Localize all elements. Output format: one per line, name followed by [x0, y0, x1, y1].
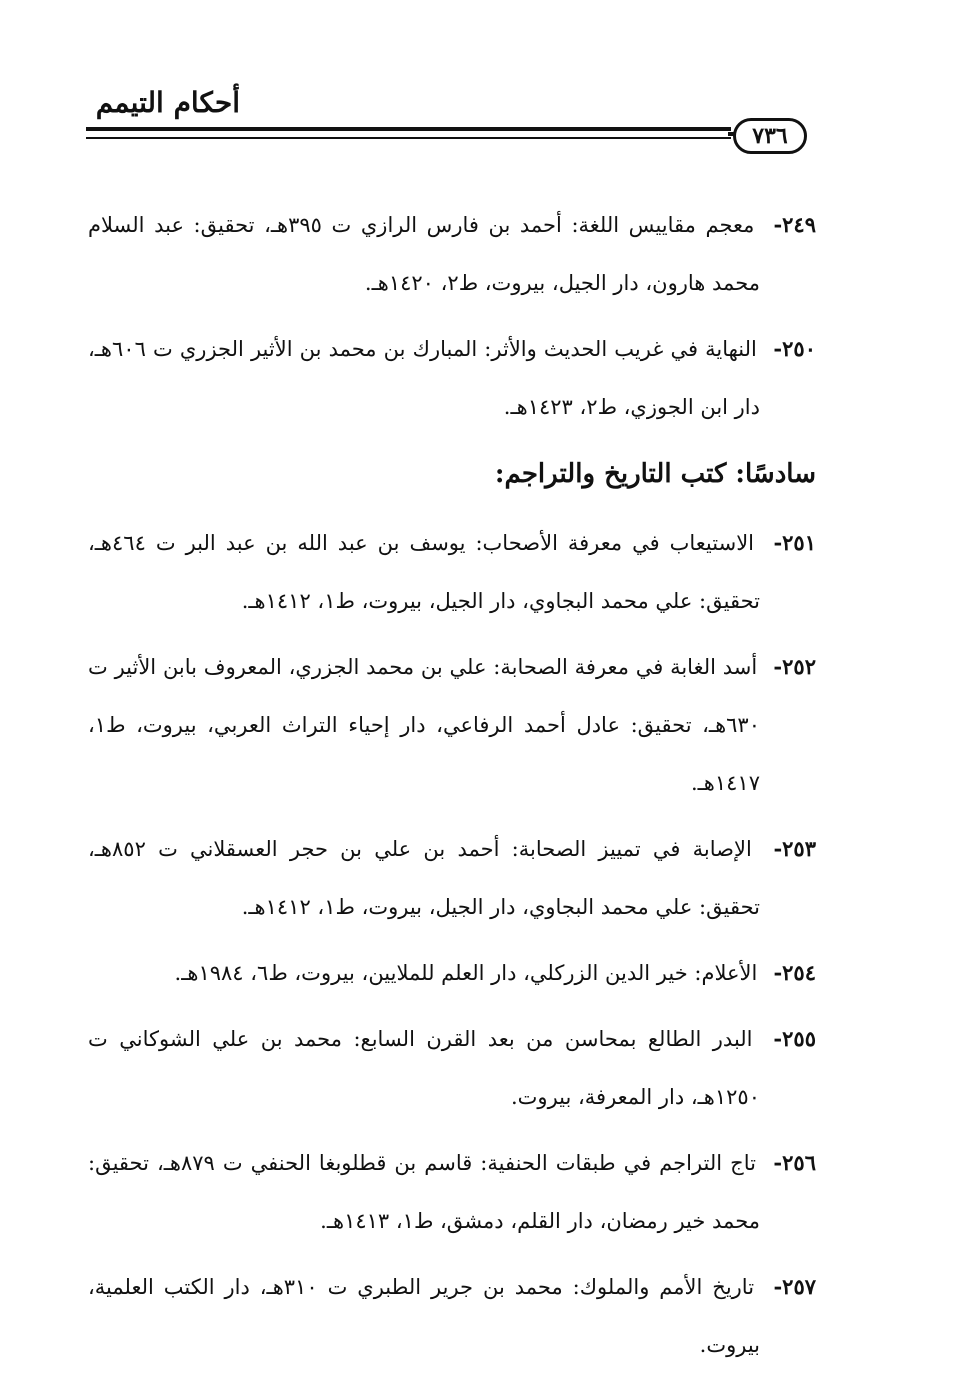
section-heading: سادسًا: كتب التاريخ والتراجم:	[494, 459, 816, 489]
header-rule-thick	[86, 127, 731, 131]
bibliography-entry	[88, 320, 816, 436]
entry-number: ٢٥١-	[773, 530, 816, 555]
entry-number: ٢٥٧-	[773, 1274, 817, 1299]
bibliography-body	[88, 196, 816, 1382]
running-title: أحكام التيمم	[95, 86, 240, 119]
bibliography-entry	[88, 1010, 816, 1126]
bibliography-entry	[88, 1134, 816, 1250]
entry-number: ٢٥٤-	[773, 960, 816, 985]
entry-text: النهاية في غريب الحديث والأثر: المبارك بن محمد بن الأثير الجزري ت ٦٠٦هـ، دار ابن الجوزي، ط٢، ١٤٢٣هـ.	[88, 337, 760, 419]
header-rule-thin	[86, 137, 731, 139]
entry-number: ٢٥٦-	[773, 1150, 816, 1175]
entry-text: تاريخ الأمم والملوك: محمد بن جرير الطبري ت ٣١٠هـ، دار الكتب العلمية، بيروت.	[88, 1275, 760, 1357]
entry-text: تاج التراجم في طبقات الحنفية: قاسم بن قطلوبغا الحنفي ت ٨٧٩هـ، تحقيق: محمد خير رمضان، دار القلم، دمشق، ط١، ١٤١٣هـ.	[88, 1151, 760, 1233]
bibliography-entry	[88, 944, 816, 1002]
bibliography-entry	[88, 1258, 816, 1374]
page-number: ٧٣٦	[733, 118, 807, 154]
entry-number: ٢٥٥-	[773, 1026, 816, 1051]
entry-text: الاستيعاب في معرفة الأصحاب: يوسف بن عبد الله بن عبد البر ت ٤٦٤هـ، تحقيق: علي محمد البجاوي، دار الجيل، بيروت، ط١، ١٤١٢هـ.	[88, 531, 760, 613]
entry-number: ٢٥٣-	[773, 836, 816, 861]
entry-text: الأعلام: خير الدين الزركلي، دار العلم للملايين، بيروت، ط٦، ١٩٨٤هـ.	[174, 961, 758, 985]
bibliography-entry	[88, 638, 816, 812]
entry-number: ٢٤٩-	[773, 212, 816, 237]
entry-number: ٢٥٠-	[773, 336, 816, 361]
bibliography-entry	[88, 820, 816, 936]
entry-number: ٢٥٢-	[773, 654, 816, 679]
entry-text: أسد الغابة في معرفة الصحابة: علي بن محمد الجزري، المعروف بابن الأثير ت ٦٣٠هـ، تحقيق: عادل أحمد الرفاعي، دار إحياء التراث العربي، بيروت، ط١، ١٤١٧هـ.	[88, 655, 760, 795]
entry-text: الإصابة في تمييز الصحابة: أحمد بن علي بن حجر العسقلاني ت ٨٥٢هـ، تحقيق: علي محمد البجاوي، دار الجيل، بيروت، ط١، ١٤١٢هـ.	[88, 837, 760, 919]
bibliography-entry	[88, 196, 816, 312]
entry-text: معجم مقاييس اللغة: أحمد بن فارس الرازي ت ٣٩٥هـ، تحقيق: عبد السلام محمد هارون، دار الجيل، بيروت، ط٢، ١٤٢٠هـ.	[88, 213, 760, 295]
entry-text: البدر الطالع بمحاسن من بعد القرن السابع: محمد بن علي الشوكاني ت ١٢٥٠هـ، دار المعرفة، بيروت.	[88, 1027, 760, 1109]
bibliography-entry	[88, 514, 816, 630]
